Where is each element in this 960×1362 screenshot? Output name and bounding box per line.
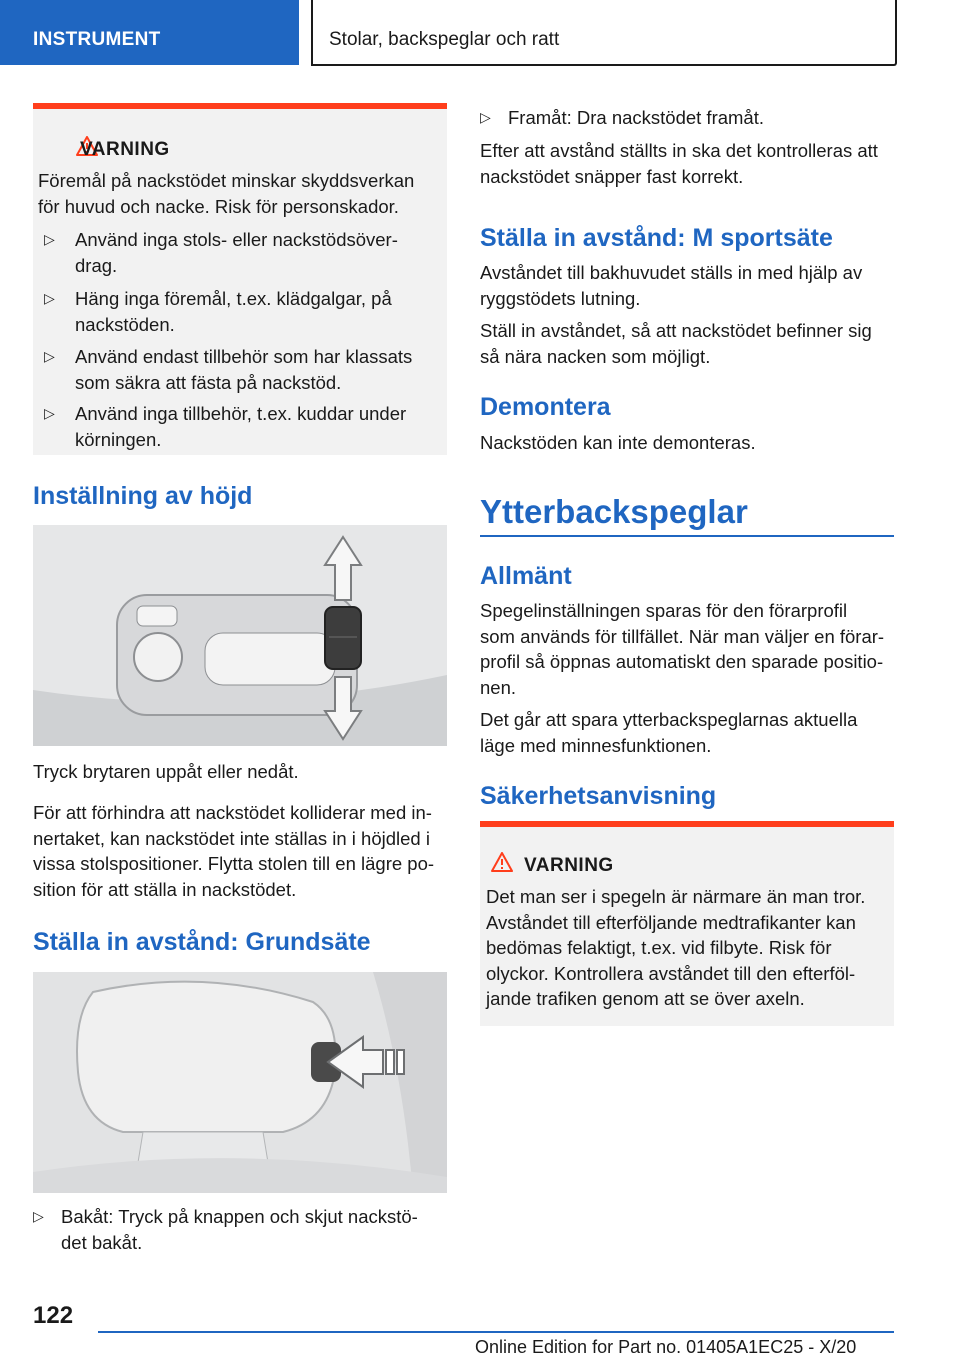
height-caption: Tryck brytaren uppåt eller nedåt. xyxy=(33,761,299,782)
heading-rule xyxy=(480,535,894,537)
page-number: 122 xyxy=(33,1302,74,1329)
forward-paragraph: Efter att avstånd ställts in ska det kontrolleras att nackstödet snäpper fast korrekt. xyxy=(480,140,878,187)
m-sport-paragraph-1: Avståndet till bakhuvudet ställs in med hjälp av ryggstödets lutning. xyxy=(480,262,863,309)
remove-paragraph: Nackstöden kan inte demonteras. xyxy=(480,432,756,453)
warning-text: Det man ser i spegeln är närmare än man tror. Avståndet till efterföljande medtrafikanter kan bedömas felaktigt, t.ex. vid filbyte. Risk för olyckor. Kontrollera avståndet till den efterföl- jande trafiken genom att se över axeln. xyxy=(486,886,866,1009)
footer-edition: Online Edition for Part no. 01405A1EC25 - X/20 xyxy=(475,1337,857,1357)
heading-distance-basic: Ställa in avstånd: Grundsäte xyxy=(33,928,371,956)
heading-distance-m-sport: Ställa in avstånd: M sportsäte xyxy=(480,224,833,252)
seat-switch-illustration xyxy=(33,525,447,746)
bullet-triangle-icon: ▷ xyxy=(33,1208,44,1224)
bullet-triangle-icon: ▷ xyxy=(44,231,55,247)
warning-text: Föremål på nackstödet minskar skyddsverkan för huvud och nacke. Risk för personskador. xyxy=(38,170,415,217)
section-tab xyxy=(0,0,299,65)
figure-headrest xyxy=(33,972,447,1193)
bullet-triangle-icon: ▷ xyxy=(44,348,55,364)
warning-box-mirror xyxy=(480,821,894,1026)
warning-box-headrest: VARNING Föremål på nackstödet minskar skyddsverkan för huvud och nacke. Risk för personskador. ▷ Använd inga stols- eller nackstödsöver- drag. ▷ Häng inga föremål, t.ex. klädgalgar, på nackstöden. ▷ Använd endast tillbehör som har klassats som säkra att fästa på nackstöd. ▷ Använd inga tillbehör, t.ex. kuddar under körningen. xyxy=(33,103,447,455)
warning-title: VARNING xyxy=(80,139,170,160)
general-paragraph-2: Det går att spara ytterbackspeglarnas aktuella läge med minnesfunktionen. xyxy=(480,709,858,756)
footer-rule xyxy=(98,1331,894,1333)
height-paragraph: För att förhindra att nackstödet kolliderar med in- nertaket, kan nackstödet inte ställas in i höjdled i vissa stolspositioner. Flytta stolen till en lägre po- sition för att ställa in nackstödet. xyxy=(33,802,435,900)
chapter-title: Stolar, backspeglar och ratt xyxy=(329,29,560,50)
heading-height-adjust: Inställning av höjd xyxy=(33,482,253,510)
heading-exterior-mirrors: Ytterbackspeglar xyxy=(480,493,748,530)
heading-general: Allmänt xyxy=(480,562,572,590)
heading-remove: Demontera xyxy=(480,393,611,421)
headrest-illustration xyxy=(33,972,447,1193)
warning-triangle-icon xyxy=(491,852,513,872)
warning-title: VARNING xyxy=(524,855,614,876)
bullet-triangle-icon: ▷ xyxy=(44,405,55,421)
bullet-triangle-icon: ▷ xyxy=(480,109,491,125)
general-paragraph-1: Spegelinställningen sparas för den förarprofil som används för tillfället. När man väljer en förar- profil så öppnas automatiskt den sparade positio- nen. xyxy=(480,600,885,698)
bullet-triangle-icon: ▷ xyxy=(44,290,55,306)
m-sport-paragraph-2: Ställ in avståndet, så att nackstödet befinner sig så nära nacken som möjligt. xyxy=(480,320,872,367)
heading-safety: Säkerhetsanvisning xyxy=(480,782,717,810)
chapter-tab xyxy=(311,0,897,66)
section-title: INSTRUMENT xyxy=(33,29,161,50)
figure-height-switch xyxy=(33,525,447,746)
